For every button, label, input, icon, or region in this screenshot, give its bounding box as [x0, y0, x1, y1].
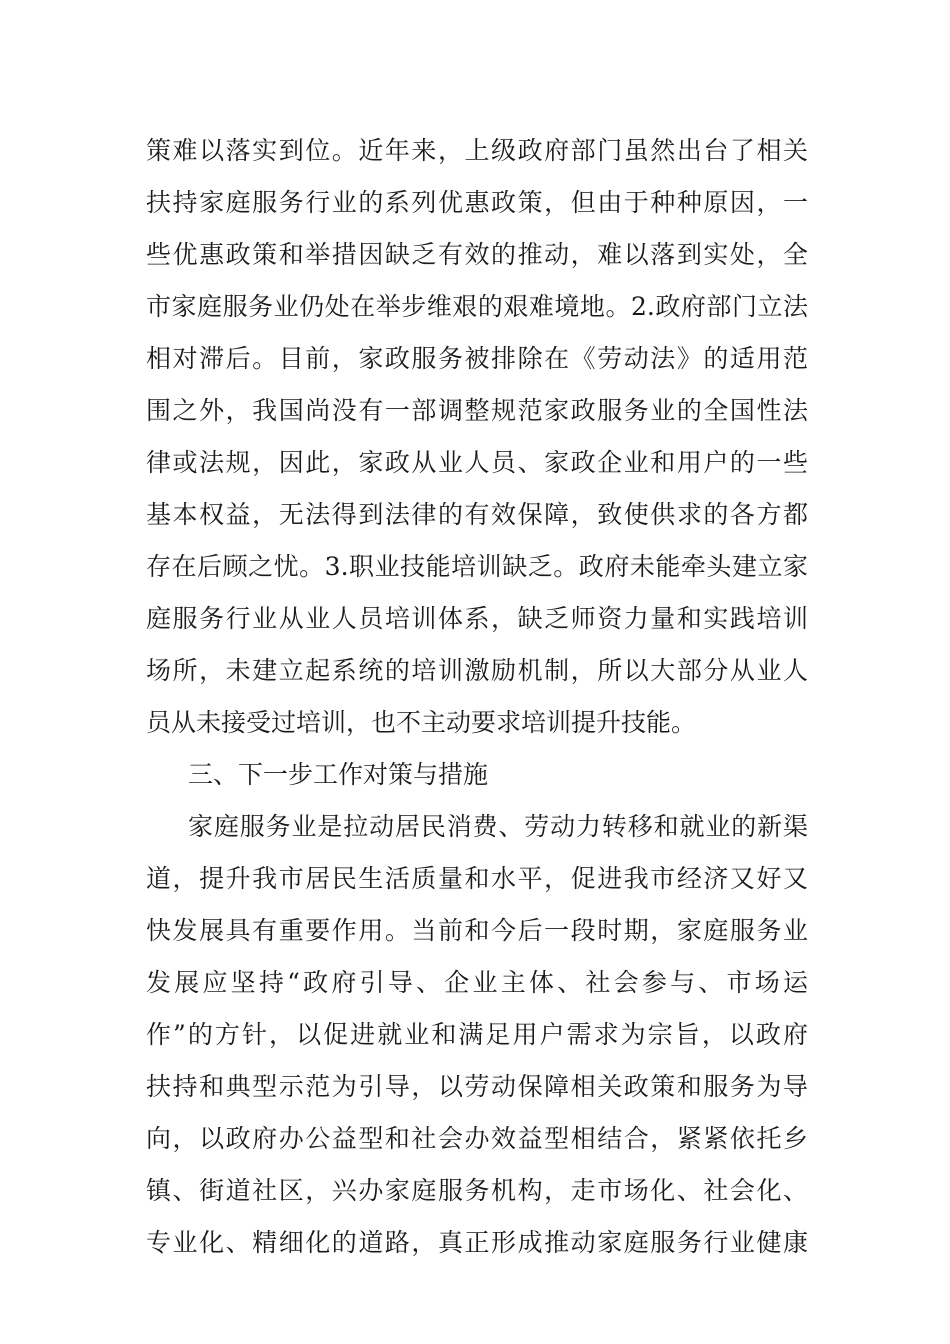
paragraph-2-line: 镇、街道社区，兴办家庭服务机构，走市场化、社会化、 — [146, 1176, 808, 1205]
paragraph-2-line: 作”的方针，以促进就业和满足用户需求为宗旨，以政府 — [146, 1020, 808, 1049]
paragraph-1-line: 扶持家庭服务行业的系列优惠政策，但由于种种原因，一 — [146, 188, 808, 217]
paragraph-1-line: 庭服务行业从业人员培训体系，缺乏师资力量和实践培训 — [146, 604, 808, 633]
paragraph-1-line: 市家庭服务业仍处在举步维艰的艰难境地。2.政府部门立法 — [146, 292, 808, 321]
paragraph-2-line: 向，以政府办公益型和社会办效益型相结合，紧紧依托乡 — [146, 1124, 808, 1153]
paragraph-1-line: 策难以落实到位。近年来，上级政府部门虽然出台了相关 — [146, 136, 808, 165]
paragraph-2-line: 家庭服务业是拉动居民消费、劳动力转移和就业的新渠 — [188, 812, 808, 841]
paragraph-2-line: 道，提升我市居民生活质量和水平，促进我市经济又好又 — [146, 864, 808, 893]
paragraph-1-line: 相对滞后。目前，家政服务被排除在《劳动法》的适用范 — [146, 344, 808, 373]
paragraph-2-line: 快发展具有重要作用。当前和今后一段时期，家庭服务业 — [146, 916, 808, 945]
paragraph-1-line: 员从未接受过培训，也不主动要求培训提升技能。 — [146, 708, 697, 737]
paragraph-1-line: 场所，未建立起系统的培训激励机制，所以大部分从业人 — [146, 656, 808, 685]
paragraph-2-line: 专业化、精细化的道路，真正形成推动家庭服务行业健康 — [146, 1228, 808, 1257]
section-heading: 三、下一步工作对策与措施 — [188, 760, 489, 789]
paragraph-1-line: 存在后顾之忧。3.职业技能培训缺乏。政府未能牵头建立家 — [146, 552, 808, 581]
paragraph-1-line: 围之外，我国尚没有一部调整规范家政服务业的全国性法 — [146, 396, 808, 425]
paragraph-1-line: 律或法规，因此，家政从业人员、家政企业和用户的一些 — [146, 448, 808, 477]
paragraph-1-line: 基本权益，无法得到法律的有效保障，致使供求的各方都 — [146, 500, 808, 529]
paragraph-1-line: 些优惠政策和举措因缺乏有效的推动，难以落到实处，全 — [146, 240, 808, 269]
paragraph-2-line: 扶持和典型示范为引导，以劳动保障相关政策和服务为导 — [146, 1072, 808, 1101]
paragraph-2-line: 发展应坚持“政府引导、企业主体、社会参与、市场运 — [146, 968, 808, 997]
